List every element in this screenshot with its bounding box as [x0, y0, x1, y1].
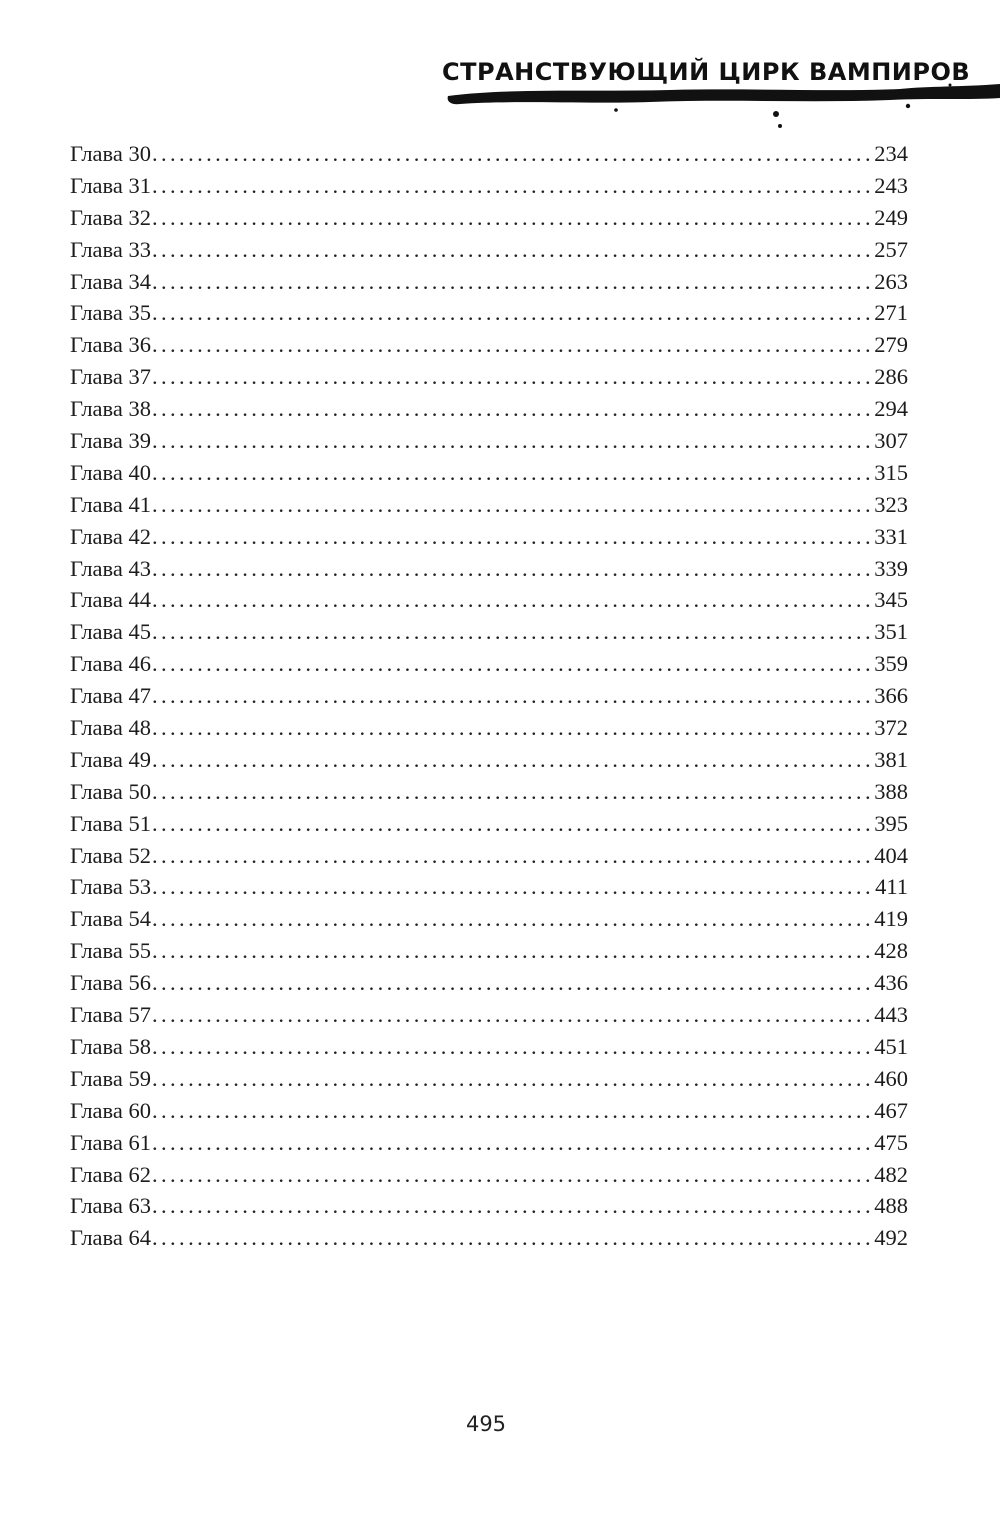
toc-dot-leader: [152, 1222, 873, 1254]
toc-entry-page: 359: [874, 651, 908, 677]
toc-entry-label: Глава 37: [70, 364, 151, 390]
toc-entry-page: 366: [874, 683, 908, 709]
toc-entry-label: Глава 46: [70, 651, 151, 677]
running-header: [430, 52, 1000, 132]
toc-dot-leader: [152, 648, 873, 680]
toc-entry: [70, 999, 908, 1031]
toc-entry-label: Глава 36: [70, 332, 151, 358]
toc-entry: [70, 234, 908, 266]
toc-entry: [70, 202, 908, 234]
toc-dot-leader: [152, 776, 873, 808]
toc-entry-label: Глава 38: [70, 396, 151, 422]
toc-entry-page: 279: [874, 332, 908, 358]
toc-entry-page: 257: [874, 236, 908, 262]
toc-entry-label: Глава 30: [70, 141, 151, 166]
toc-dot-leader: [152, 202, 873, 234]
toc-dot-leader: [152, 457, 873, 489]
toc-dot-leader: [152, 616, 873, 648]
toc-dot-leader: [152, 680, 873, 712]
toc-dot-leader: [152, 1190, 873, 1222]
toc-dot-leader: [152, 297, 873, 329]
toc-dot-leader: [152, 999, 873, 1031]
toc-entry-page: 411: [875, 874, 908, 900]
toc-dot-leader: [152, 903, 873, 935]
toc-dot-leader: [152, 1127, 873, 1159]
toc-entry-label: Глава 54: [70, 906, 151, 932]
toc-entry-page: 436: [874, 970, 908, 996]
toc-entry-page: 381: [874, 746, 908, 772]
toc-entry-label: Глава 64: [70, 1225, 151, 1251]
toc-entry: [70, 1127, 908, 1159]
toc-entry-label: Глава 50: [70, 778, 151, 804]
toc-entry: [70, 1063, 908, 1095]
toc-entry: [70, 457, 908, 489]
toc-entry: [70, 553, 908, 585]
toc-entry-label: Глава 51: [70, 810, 151, 836]
toc-entry-label: Глава 33: [70, 236, 151, 262]
toc-entry: [70, 871, 908, 903]
toc-entry: [70, 1159, 908, 1191]
toc-entry-label: Глава 56: [70, 970, 151, 996]
toc-entry: [70, 712, 908, 744]
toc-dot-leader: [152, 712, 873, 744]
toc-dot-leader: [152, 234, 873, 266]
toc-entry: [70, 648, 908, 680]
toc-dot-leader: [152, 553, 873, 585]
toc-entry-label: Глава 43: [70, 555, 151, 581]
toc-entry-label: Глава 34: [70, 268, 151, 294]
toc-entry: [70, 967, 908, 999]
toc-entry-page: 488: [874, 1193, 908, 1219]
toc-entry: [70, 170, 908, 202]
toc-entry-page: 492: [874, 1225, 908, 1251]
toc-entry-label: Глава 44: [70, 587, 151, 613]
toc-dot-leader: [152, 489, 873, 521]
toc-entry: [70, 1095, 908, 1127]
toc-entry-page: 351: [874, 619, 908, 645]
toc-entry-page: 451: [874, 1033, 908, 1059]
toc-entry-page: 395: [874, 810, 908, 836]
toc-entry-label: Глава 32: [70, 204, 151, 230]
toc-entry-label: Глава 48: [70, 715, 151, 741]
toc-entry-label: Глава 39: [70, 428, 151, 454]
toc-entry-page: 234: [874, 141, 908, 166]
toc-entry-page: 331: [874, 523, 908, 549]
toc-entry-page: 482: [874, 1161, 908, 1187]
toc-entry: [70, 425, 908, 457]
toc-entry-label: Глава 42: [70, 523, 151, 549]
toc-entry-label: Глава 47: [70, 683, 151, 709]
toc-entry-page: 263: [874, 268, 908, 294]
toc-entry-label: Глава 52: [70, 842, 151, 868]
toc-dot-leader: [152, 1063, 873, 1095]
toc-dot-leader: [152, 393, 873, 425]
toc-dot-leader: [152, 521, 873, 553]
toc-entry-label: Глава 35: [70, 300, 151, 326]
toc-entry: [70, 935, 908, 967]
toc-entry: [70, 744, 908, 776]
toc-entry: [70, 680, 908, 712]
running-title: СТРАНСТВУЮЩИЙ ЦИРК ВАМПИРОВ: [442, 58, 971, 86]
toc-entry: [70, 840, 908, 872]
toc-entry: [70, 808, 908, 840]
toc-entry: [70, 329, 908, 361]
toc-entry-page: 443: [874, 1002, 908, 1028]
toc-dot-leader: [152, 744, 873, 776]
toc-entry: [70, 1190, 908, 1222]
toc-dot-leader: [152, 808, 873, 840]
toc-entry-page: 286: [874, 364, 908, 390]
toc-entry: [70, 138, 908, 170]
toc-dot-leader: [152, 1031, 873, 1063]
toc-entry: [70, 489, 908, 521]
toc-dot-leader: [152, 871, 874, 903]
toc-entry-page: 323: [874, 491, 908, 517]
toc-dot-leader: [152, 584, 873, 616]
toc-entry: [70, 616, 908, 648]
toc-entry-page: 271: [874, 300, 908, 326]
toc-entry-label: Глава 55: [70, 938, 151, 964]
toc-entry-label: Глава 63: [70, 1193, 151, 1219]
toc-entry-label: Глава 57: [70, 1002, 151, 1028]
toc-entry-page: 249: [874, 204, 908, 230]
toc-entry-label: Глава 59: [70, 1065, 151, 1091]
toc-entry: [70, 297, 908, 329]
toc-entry-label: Глава 40: [70, 459, 151, 485]
toc-entry-page: 467: [874, 1097, 908, 1123]
toc-entry: [70, 361, 908, 393]
toc-dot-leader: [152, 329, 873, 361]
toc-entry-page: 345: [874, 587, 908, 613]
toc-entry: [70, 266, 908, 298]
toc-entry-label: Глава 49: [70, 746, 151, 772]
toc-dot-leader: [152, 170, 873, 202]
toc-entry-page: 419: [874, 906, 908, 932]
toc-dot-leader: [152, 266, 873, 298]
toc-entry-page: 428: [874, 938, 908, 964]
toc-entry-page: 243: [874, 172, 908, 198]
toc-dot-leader: [152, 361, 873, 393]
toc-entry-page: 388: [874, 778, 908, 804]
toc-entry: [70, 776, 908, 808]
toc-entry-label: Глава 31: [70, 172, 151, 198]
toc-entry-page: 315: [874, 459, 908, 485]
toc-dot-leader: [152, 138, 873, 170]
toc-entry-page: 307: [874, 428, 908, 454]
toc-entry-label: Глава 53: [70, 874, 151, 900]
toc-entry-page: 475: [874, 1129, 908, 1155]
toc-entry: [70, 1031, 908, 1063]
toc-entry-label: Глава 58: [70, 1033, 151, 1059]
toc-entry-page: 404: [874, 842, 908, 868]
table-of-contents: [70, 138, 908, 1254]
toc-entry: [70, 521, 908, 553]
toc-entry-label: Глава 60: [70, 1097, 151, 1123]
toc-entry-page: 372: [874, 715, 908, 741]
toc-entry: [70, 903, 908, 935]
toc-dot-leader: [152, 935, 873, 967]
toc-dot-leader: [152, 967, 873, 999]
toc-entry-label: Глава 45: [70, 619, 151, 645]
toc-dot-leader: [152, 1095, 873, 1127]
toc-entry: [70, 393, 908, 425]
toc-entry-page: 294: [874, 396, 908, 422]
toc-entry-label: Глава 62: [70, 1161, 151, 1187]
toc-entry-label: Глава 41: [70, 491, 151, 517]
toc-dot-leader: [152, 840, 873, 872]
toc-entry: [70, 584, 908, 616]
toc-entry-page: 339: [874, 555, 908, 581]
toc-entry-page: 460: [874, 1065, 908, 1091]
toc-entry: [70, 1222, 908, 1254]
toc-dot-leader: [152, 425, 873, 457]
page-number: 495: [465, 1412, 507, 1436]
toc-dot-leader: [152, 1159, 873, 1191]
toc-entry-label: Глава 61: [70, 1129, 151, 1155]
